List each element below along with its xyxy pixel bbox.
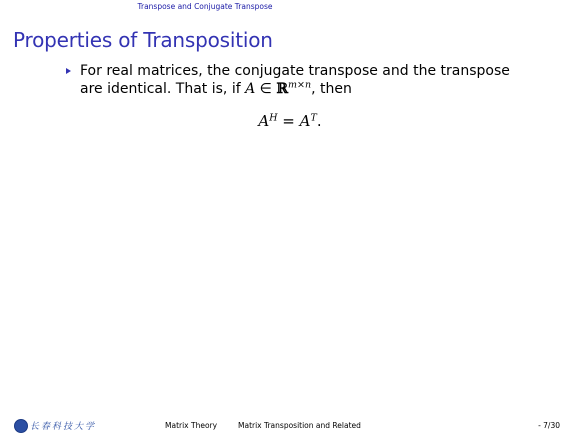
frame-title: Properties of Transposition — [13, 28, 273, 52]
logo-text: 长春科技大学 — [30, 422, 97, 432]
eq-lhs: A — [258, 112, 270, 130]
page-number: - 7/30 — [538, 421, 560, 430]
footer-topic[interactable]: Matrix Transposition and Related — [238, 421, 361, 430]
section-nav[interactable]: Transpose and Conjugate Transpose — [137, 2, 273, 11]
footer — [0, 418, 580, 434]
footer-course[interactable]: Matrix Theory — [165, 421, 218, 430]
triangle-bullet-icon — [66, 68, 71, 74]
matrix-dims: m×n — [287, 79, 312, 91]
university-logo — [14, 419, 96, 432]
bullet-list — [66, 62, 536, 98]
bullet-text-tail: , then — [311, 81, 352, 97]
real-set-symbol: ℝ — [276, 81, 288, 97]
bullet-text-line2: are identical. That is, if — [80, 81, 246, 97]
eq-period: . — [316, 112, 322, 130]
math-var-a: A — [245, 81, 256, 97]
eq-equals: = — [277, 112, 300, 130]
emblem-icon — [14, 419, 28, 433]
display-equation — [0, 112, 580, 130]
eq-lhs-sup: H — [269, 112, 278, 124]
element-of-symbol: ∈ — [255, 81, 277, 97]
bullet-text-line1: For real matrices, the conjugate transpose and the transpose — [80, 63, 510, 79]
eq-rhs: A — [299, 112, 311, 130]
list-item — [66, 62, 536, 98]
eq-rhs-sup: T — [310, 112, 317, 124]
